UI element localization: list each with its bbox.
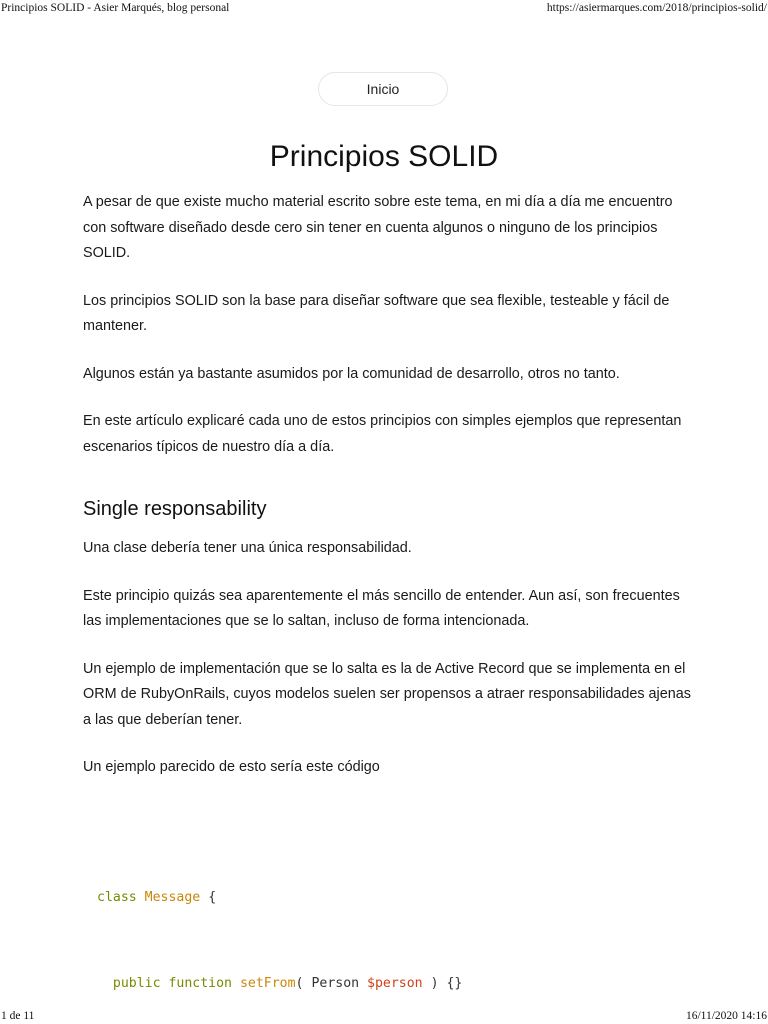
intro-paragraph-1: A pesar de que existe mucho material escrito sobre este tema, en mi día a día me encuentro con software diseñado desde cero sin tener en cuenta algunos o ninguno de los principios SOLID. — [83, 194, 673, 261]
home-button[interactable]: Inicio — [318, 72, 448, 106]
code-function-name: setFrom — [239, 976, 296, 991]
print-footer-page: 1 de 11 — [1, 1010, 35, 1022]
code-param-type: Person — [311, 976, 360, 991]
section-heading-single-responsability: Single responsability — [83, 498, 267, 520]
section-paragraph-1: Una clase debería tener una única responsabilidad. — [83, 540, 412, 556]
code-keyword-function: function — [168, 976, 233, 991]
intro-paragraph-4: En este artículo explicaré cada uno de estos principios con simples ejemplos que representan escenarios típicos de nuestro día a día. — [83, 413, 682, 455]
code-line-1 — [97, 888, 697, 908]
print-header — [0, 0, 768, 18]
code-modifier-public: public — [112, 976, 161, 991]
article-content — [83, 190, 693, 803]
print-footer-datetime: 16/11/2020 14:16 — [685, 1010, 767, 1022]
code-close: ) {} — [430, 976, 463, 991]
intro-paragraph-2: Los principios SOLID son la base para diseñar software que sea flexible, testeable y fácil de mantener. — [83, 292, 670, 334]
code-open-brace: { — [208, 890, 217, 905]
print-footer — [0, 1008, 768, 1024]
section-paragraph-3: Un ejemplo de implementación que se lo salta es la de Active Record que se implementa en el ORM de RubyOnRails, cuyos modelos suelen ser propensos a atraer responsabilidades ajenas a las que deberían tener. — [83, 660, 691, 728]
print-header-url: https://asiermarques.com/2018/principios-solid/ — [546, 2, 767, 14]
intro-paragraph-3: Algunos están ya bastante asumidos por la comunidad de desarrollo, otros no tanto. — [83, 365, 620, 382]
code-open-paren: ( — [295, 976, 304, 991]
code-class-name: Message — [144, 890, 201, 905]
code-block — [97, 848, 697, 1014]
page-title: Principios SOLID — [269, 140, 499, 173]
code-keyword-class: class — [97, 890, 137, 905]
code-line-2 — [97, 974, 697, 994]
section-paragraph-4: Un ejemplo parecido de esto sería este código — [83, 759, 380, 775]
section-paragraph-2: Este principio quizás sea aparentemente el más sencillo de entender. Aun así, son frecuentes las implementaciones que se lo saltan, incluso de forma intencionada. — [83, 587, 680, 629]
code-param-var: $person — [367, 976, 423, 991]
print-header-title: Principios SOLID - Asier Marqués, blog personal — [1, 2, 230, 14]
